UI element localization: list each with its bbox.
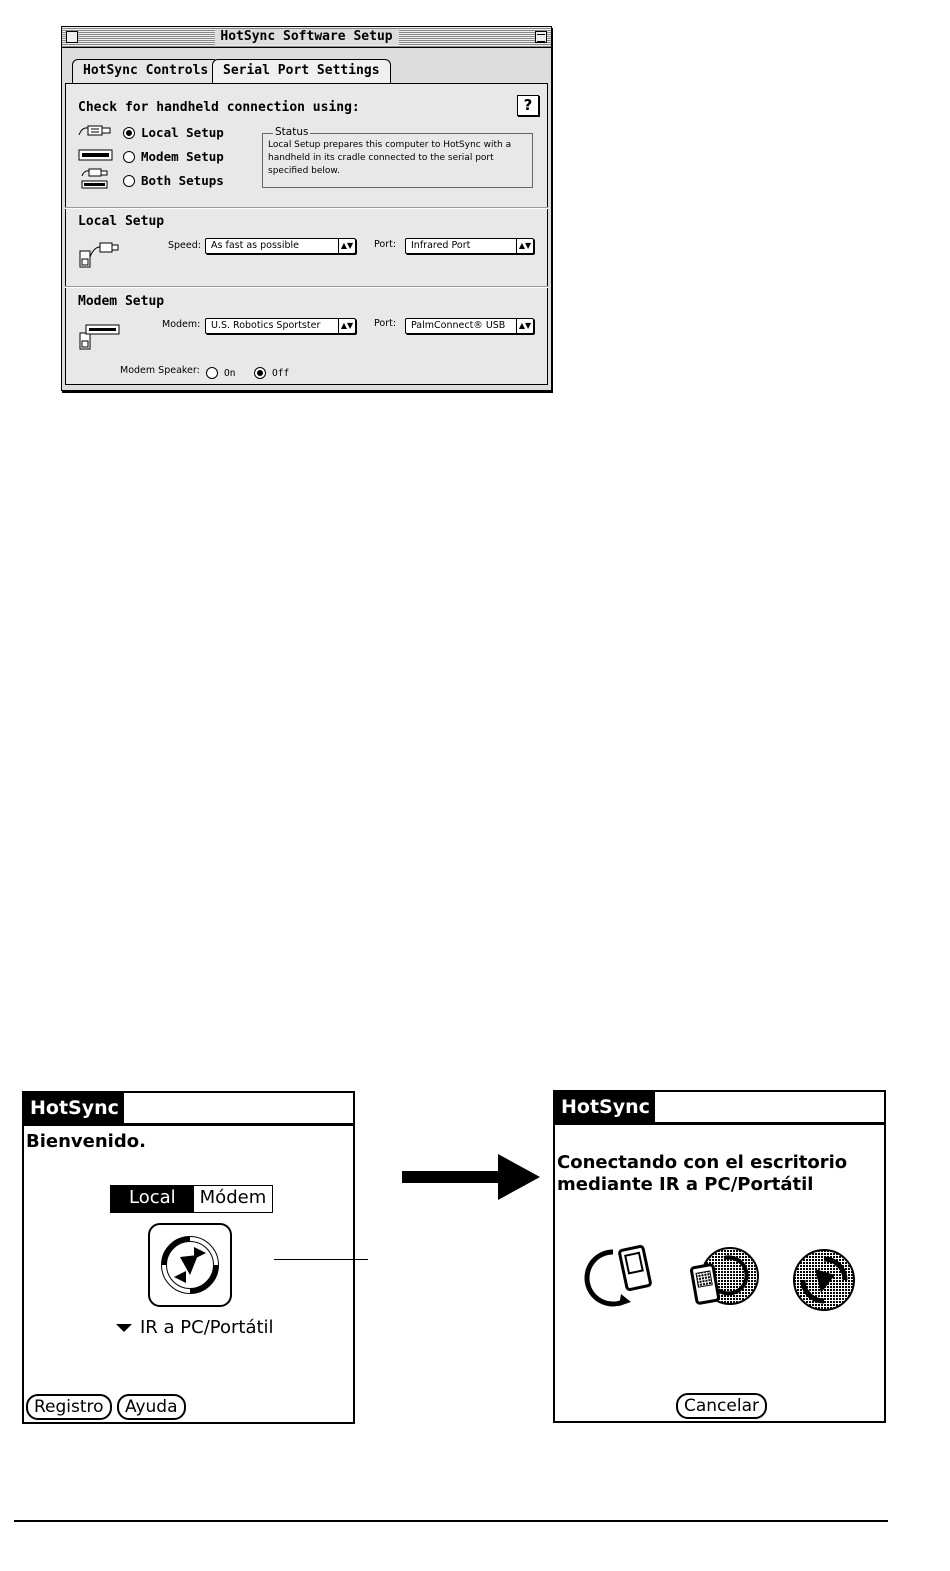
close-box-icon[interactable] xyxy=(66,31,78,43)
radio-button[interactable] xyxy=(254,367,266,379)
modem-port-label: Port: xyxy=(374,318,397,329)
section-divider xyxy=(65,286,548,288)
transition-arrow-icon xyxy=(400,1152,542,1202)
handheld-sync-icon xyxy=(583,1244,659,1308)
connection-segmented-control xyxy=(110,1185,273,1213)
modem-port-select[interactable] xyxy=(405,318,534,334)
local-port-value: Infrared Port xyxy=(411,240,471,251)
radio-label: Modem Setup xyxy=(141,149,224,164)
up-down-arrows-icon: ▲▼ xyxy=(338,239,355,253)
page-rule xyxy=(14,1520,888,1522)
speed-value: As fast as possible xyxy=(211,240,300,251)
radio-both-setups[interactable] xyxy=(123,173,224,188)
registro-button[interactable]: Registro xyxy=(26,1394,112,1420)
palm-hotsync-screen xyxy=(22,1091,355,1424)
radio-button[interactable] xyxy=(123,151,135,163)
connection-picker[interactable] xyxy=(116,1317,274,1338)
palm-titlebar xyxy=(24,1093,353,1126)
segment-modem[interactable]: Módem xyxy=(194,1186,273,1212)
ayuda-button[interactable]: Ayuda xyxy=(117,1394,186,1420)
segment-local[interactable]: Local xyxy=(111,1186,194,1212)
radio-label: Local Setup xyxy=(141,125,224,140)
tab-serial-port-settings[interactable]: Serial Port Settings xyxy=(212,59,391,84)
up-down-arrows-icon: ▲▼ xyxy=(338,319,355,333)
palm-titlebar xyxy=(555,1092,884,1125)
speaker-on-option[interactable] xyxy=(206,367,235,379)
status-legend: Status xyxy=(275,126,309,138)
help-button[interactable]: ? xyxy=(517,95,539,116)
picker-label: IR a PC/Portátil xyxy=(140,1317,274,1338)
speed-label: Speed: xyxy=(168,240,201,251)
cancel-button[interactable]: Cancelar xyxy=(676,1393,767,1419)
local-port-label: Port: xyxy=(374,239,397,250)
radio-modem-setup[interactable] xyxy=(123,149,224,164)
hotsync-button[interactable] xyxy=(148,1223,232,1307)
modem-setup-heading: Modem Setup xyxy=(78,294,165,309)
status-box xyxy=(262,126,533,188)
radio-local-setup[interactable] xyxy=(123,125,224,140)
connecting-line-2: mediante IR a PC/Portátil xyxy=(557,1174,814,1195)
window-titlebar[interactable] xyxy=(62,27,551,48)
window-title: HotSync Software Setup xyxy=(214,29,398,45)
local-port-select[interactable] xyxy=(405,238,534,254)
modem-label: Modem: xyxy=(162,319,201,330)
modem-value: U.S. Robotics Sportster xyxy=(211,320,321,331)
section-divider xyxy=(65,207,548,209)
cradle-modem-icon xyxy=(78,323,122,351)
connecting-message xyxy=(557,1152,847,1196)
palm-title: HotSync xyxy=(555,1092,655,1122)
speaker-off-label: Off xyxy=(272,367,290,379)
welcome-text: Bienvenido. xyxy=(26,1131,146,1152)
sync-progress-icon xyxy=(791,1247,857,1313)
up-down-arrows-icon: ▲▼ xyxy=(516,239,533,253)
palm-title: HotSync xyxy=(24,1093,124,1123)
modem-port-value: PalmConnect® USB xyxy=(411,320,506,331)
modem-speaker-label: Modem Speaker: xyxy=(120,365,200,376)
modem-icon xyxy=(78,148,114,162)
radio-button[interactable] xyxy=(206,367,218,379)
speaker-on-label: On xyxy=(224,367,236,379)
both-setups-icon xyxy=(80,168,110,190)
palm-connecting-screen xyxy=(553,1090,886,1423)
up-down-arrows-icon: ▲▼ xyxy=(516,319,533,333)
speaker-off-option[interactable] xyxy=(254,367,289,379)
serial-cable-icon xyxy=(78,124,114,138)
radio-label: Both Setups xyxy=(141,173,224,188)
check-connection-label: Check for handheld connection using: xyxy=(78,100,360,115)
radio-button[interactable] xyxy=(123,127,135,139)
connecting-line-1: Conectando con el escritorio xyxy=(557,1152,848,1173)
tab-hotsync-controls[interactable]: HotSync Controls xyxy=(72,59,219,83)
callout-line xyxy=(274,1259,368,1260)
zoom-box-icon[interactable] xyxy=(535,31,547,43)
speed-select[interactable] xyxy=(205,238,356,254)
hotsync-setup-window xyxy=(61,26,552,391)
status-text: Local Setup prepares this computer to HotSync with a handheld in its cradle connected to the serial port specified below. xyxy=(268,140,512,176)
cradle-serial-icon xyxy=(78,239,122,269)
handheld-to-pc-icon xyxy=(688,1244,762,1310)
hotsync-icon xyxy=(150,1225,230,1305)
dropdown-triangle-icon xyxy=(116,1324,132,1332)
modem-select[interactable] xyxy=(205,318,356,334)
radio-button[interactable] xyxy=(123,175,135,187)
local-setup-heading: Local Setup xyxy=(78,214,165,229)
